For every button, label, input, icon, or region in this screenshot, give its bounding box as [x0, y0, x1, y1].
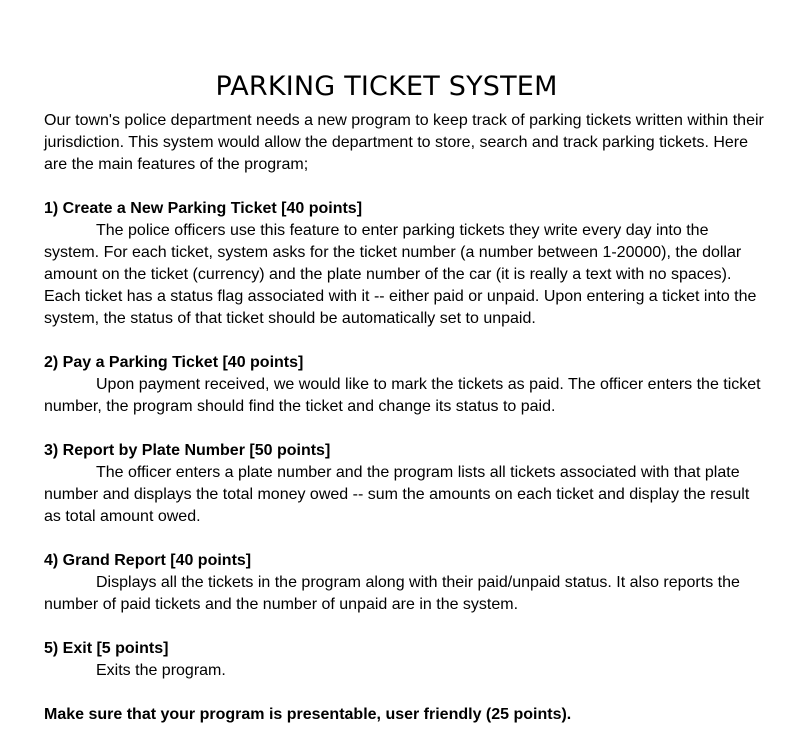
section-heading: 4) Grand Report [40 points]: [44, 552, 252, 569]
section-grand-report: [44, 550, 766, 616]
document-body: [44, 110, 766, 726]
section-description: Upon payment received, we would like to mark the tickets as paid. The officer enters the ticket number, the program should find the ticket and change its status to paid.: [44, 376, 761, 415]
section-heading: 1) Create a New Parking Ticket [40 points]: [44, 200, 363, 217]
section-report-by-plate: [44, 440, 766, 528]
section-description: Displays all the tickets in the program along with their paid/unpaid status. It also reports the number of paid tickets and the number of unpaid are in the system.: [44, 574, 740, 613]
section-description: The police officers use this feature to enter parking tickets they write every day into the system. For each ticket, system asks for the ticket number (a number between 1-20000), the dollar amount on the ticket (currency) and the plate number of the car (it is really a text with no spaces). Each ticket has a status flag associated with it -- either paid or unpaid. Upon entering a ticket into the system, the status of that ticket should be automatically set to unpaid.: [44, 222, 757, 327]
section-heading: 3) Report by Plate Number [50 points]: [44, 442, 331, 459]
page-title: PARKING TICKET SYSTEM: [215, 71, 558, 102]
section-heading: 5) Exit [5 points]: [44, 640, 169, 657]
section-description: The officer enters a plate number and the program lists all tickets associated with that plate number and displays the total money owed -- sum the amounts on each ticket and display the result as total amount owed.: [44, 464, 750, 525]
footer-note: Make sure that your program is presentable, user friendly (25 points).: [44, 706, 572, 723]
section-pay-ticket: [44, 352, 766, 418]
section-exit: [44, 638, 766, 682]
section-description: Exits the program.: [96, 662, 226, 679]
section-create-ticket: [44, 198, 766, 330]
section-heading: 2) Pay a Parking Ticket [40 points]: [44, 354, 304, 371]
intro-paragraph: Our town's police department needs a new program to keep track of parking tickets written within their jurisdiction. This system would allow the department to store, search and track parking tickets. Here are the main features of the program;: [44, 112, 764, 173]
